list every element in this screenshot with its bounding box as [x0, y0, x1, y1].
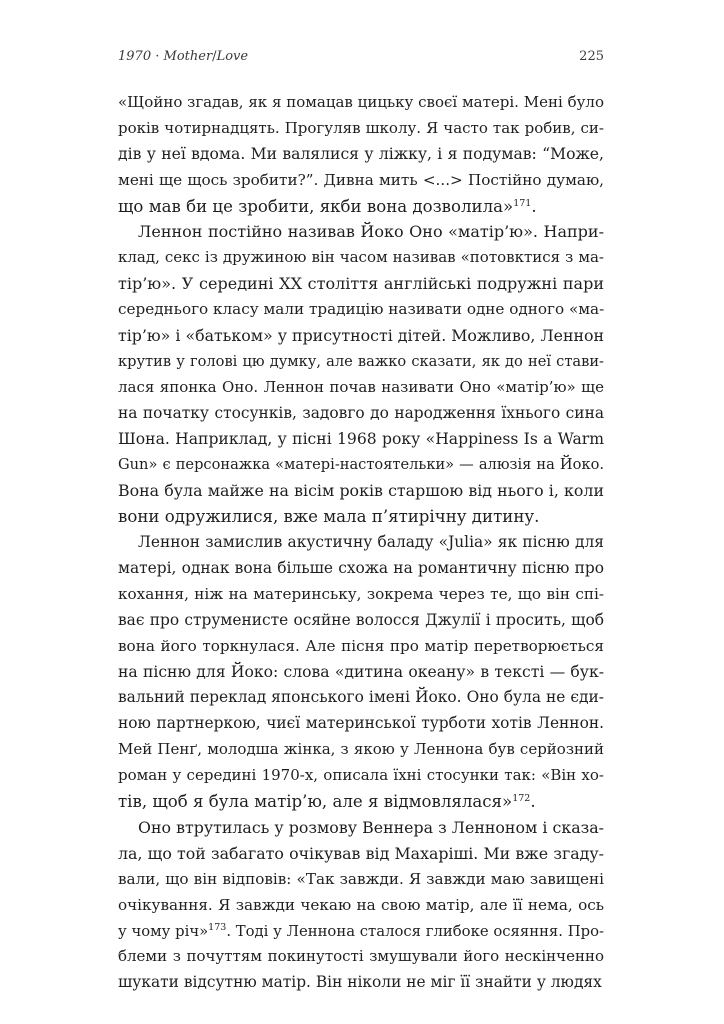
- line-text: тір’ю». У середині XX століття англійські подружні пари: [118, 274, 604, 294]
- line-text: у чому річ»: [118, 922, 209, 940]
- line-text: вальний переклад японського імені Йоко. Оно була не єди-: [118, 688, 604, 707]
- line-text: мені ще щось зробити?”. Дивна мить <...> Постійно думаю,: [118, 170, 604, 189]
- line-text: Леннон замислив акустичну баладу «Julia» як пісню для: [138, 533, 604, 552]
- line-text: ла, що той забагато очікував від Махаріші. Ми вже згаду-: [118, 843, 604, 863]
- text-line: [118, 841, 604, 867]
- line-text: Шона. Наприклад, у пісні 1968 року «Happiness Is a Warm: [118, 429, 604, 448]
- text-line: [118, 634, 604, 660]
- text-line: [118, 660, 604, 686]
- line-text: блеми з почуттям покинутості змушували його нескінченно: [118, 947, 604, 966]
- running-head-title-a: Mother: [163, 49, 213, 64]
- running-head-title: [118, 47, 248, 67]
- text-line: [118, 142, 604, 168]
- line-text: тів, щоб я була матір’ю, але я відмовлялася»: [118, 792, 513, 812]
- text-line: [118, 323, 604, 349]
- line-text-tail: .: [530, 792, 536, 812]
- text-line: [118, 970, 604, 996]
- text-line: [118, 219, 604, 245]
- line-text: шукати відсутню матір. Він ніколи не міг її знайти у людях: [118, 973, 602, 992]
- paragraph: [118, 815, 604, 996]
- running-head-year: 1970: [118, 49, 152, 64]
- line-text: клад, секс із дружиною він часом називав «потовктися з ма-: [118, 248, 604, 267]
- text-line: [118, 556, 604, 582]
- line-text: вона його торкнулася. Але пісня про матір перетворюється: [118, 636, 604, 655]
- text-line: [118, 789, 604, 815]
- line-text: що мав би це зробити, якби вона дозволила»: [118, 196, 514, 216]
- line-text: очікування. Я завжди чекаю на свою матір, але її нема, ось: [118, 895, 604, 914]
- line-text: крутив у голові цю думку, але важко сказати, як до неї стави-: [118, 352, 604, 370]
- text-line: [118, 685, 604, 711]
- text-line: [118, 245, 604, 271]
- line-text: тір’ю» і «батьком» у присутності дітей. Можливо, Леннон: [118, 326, 604, 346]
- page-number: 225: [579, 49, 604, 64]
- text-line: [118, 530, 604, 556]
- text-line: [118, 375, 604, 401]
- text-line: [118, 349, 604, 375]
- text-line: [118, 401, 604, 427]
- text-line: [118, 504, 604, 530]
- text-line: [118, 867, 604, 893]
- text-line: [118, 427, 604, 453]
- running-head: [118, 47, 604, 67]
- text-line: [118, 737, 604, 763]
- text-line: [118, 919, 604, 945]
- footnote-marker: 171: [513, 197, 532, 209]
- paragraph: [118, 530, 604, 815]
- footnote-marker: 173: [208, 921, 227, 933]
- text-line: [118, 271, 604, 297]
- line-text: Мей Пенґ, молодша жінка, з якою у Леннона був серйозний: [118, 740, 604, 759]
- line-text: ває про струменисте осяйне волосся Джулії і просить, щоб: [118, 610, 604, 629]
- text-line: [118, 478, 604, 504]
- line-text: матері, однак вона більше схожа на романтичну пісню про: [118, 559, 604, 578]
- line-text: на пісню для Йоко: слова «дитина океану» в тексті — бук-: [118, 662, 604, 681]
- line-text: вони одружилися, вже мала п’ятирічну дитину.: [118, 507, 540, 527]
- line-text: лася японка Оно. Леннон почав називати Оно «матір’ю» ще: [118, 377, 604, 396]
- line-text: дів у неї вдома. Ми валялися у ліжку, і я подумав: “Може,: [118, 144, 604, 163]
- line-text: Gun» є персонажка «матері-настоятельки» — алюзія на Йоко.: [118, 456, 604, 474]
- text-line: [118, 893, 604, 919]
- text-line: [118, 116, 604, 142]
- text-line: [118, 608, 604, 634]
- running-head-slash: /: [212, 49, 217, 64]
- text-line: [118, 90, 604, 116]
- line-text-tail: . Тоді у Леннона сталося глибоке осяяння. Про-: [226, 922, 604, 940]
- text-line: [118, 815, 604, 841]
- line-text: вали, що він відповів: «Так завжди. Я завжди маю завищені: [118, 869, 604, 888]
- line-text: Оно втрутилась у розмову Веннера з Ленноном і сказа-: [138, 817, 604, 837]
- text-line: [118, 168, 604, 194]
- text-line: [118, 763, 604, 789]
- text-line: [118, 944, 604, 970]
- running-head-title-b: Love: [216, 49, 249, 64]
- line-text-tail: .: [531, 196, 537, 216]
- line-text: Вона була майже на вісім років старшою від нього і, коли: [118, 481, 604, 501]
- body-text: [118, 90, 604, 996]
- text-line: [118, 297, 604, 323]
- line-text: Леннон постійно називав Йоко Оно «матір’ю». Напри-: [138, 222, 604, 242]
- line-text: на початку стосунків, задовго до народження їхнього сина: [118, 403, 604, 422]
- line-text: роман у середині 1970-х, описала їхні стосунки так: «Він хо-: [118, 766, 604, 785]
- line-text: середнього класу мали традицію називати одне одного «ма-: [118, 300, 604, 319]
- text-line: [118, 194, 604, 220]
- line-text: «Щойно згадав, як я помацав цицьку своєї матері. Мені було: [118, 93, 604, 111]
- text-line: [118, 452, 604, 478]
- line-text: ною партнеркою, чиєї материнської турботи хотів Леннон.: [118, 714, 604, 733]
- text-line: [118, 582, 604, 608]
- line-text: років чотирнадцять. Прогуляв школу. Я часто так робив, си-: [118, 118, 604, 137]
- running-head-separator: ·: [155, 49, 160, 64]
- text-line: [118, 711, 604, 737]
- paragraph: [118, 90, 604, 219]
- footnote-marker: 172: [512, 793, 531, 805]
- line-text: кохання, ніж на материнську, зокрема через те, що він спі-: [118, 584, 604, 603]
- paragraph: [118, 219, 604, 530]
